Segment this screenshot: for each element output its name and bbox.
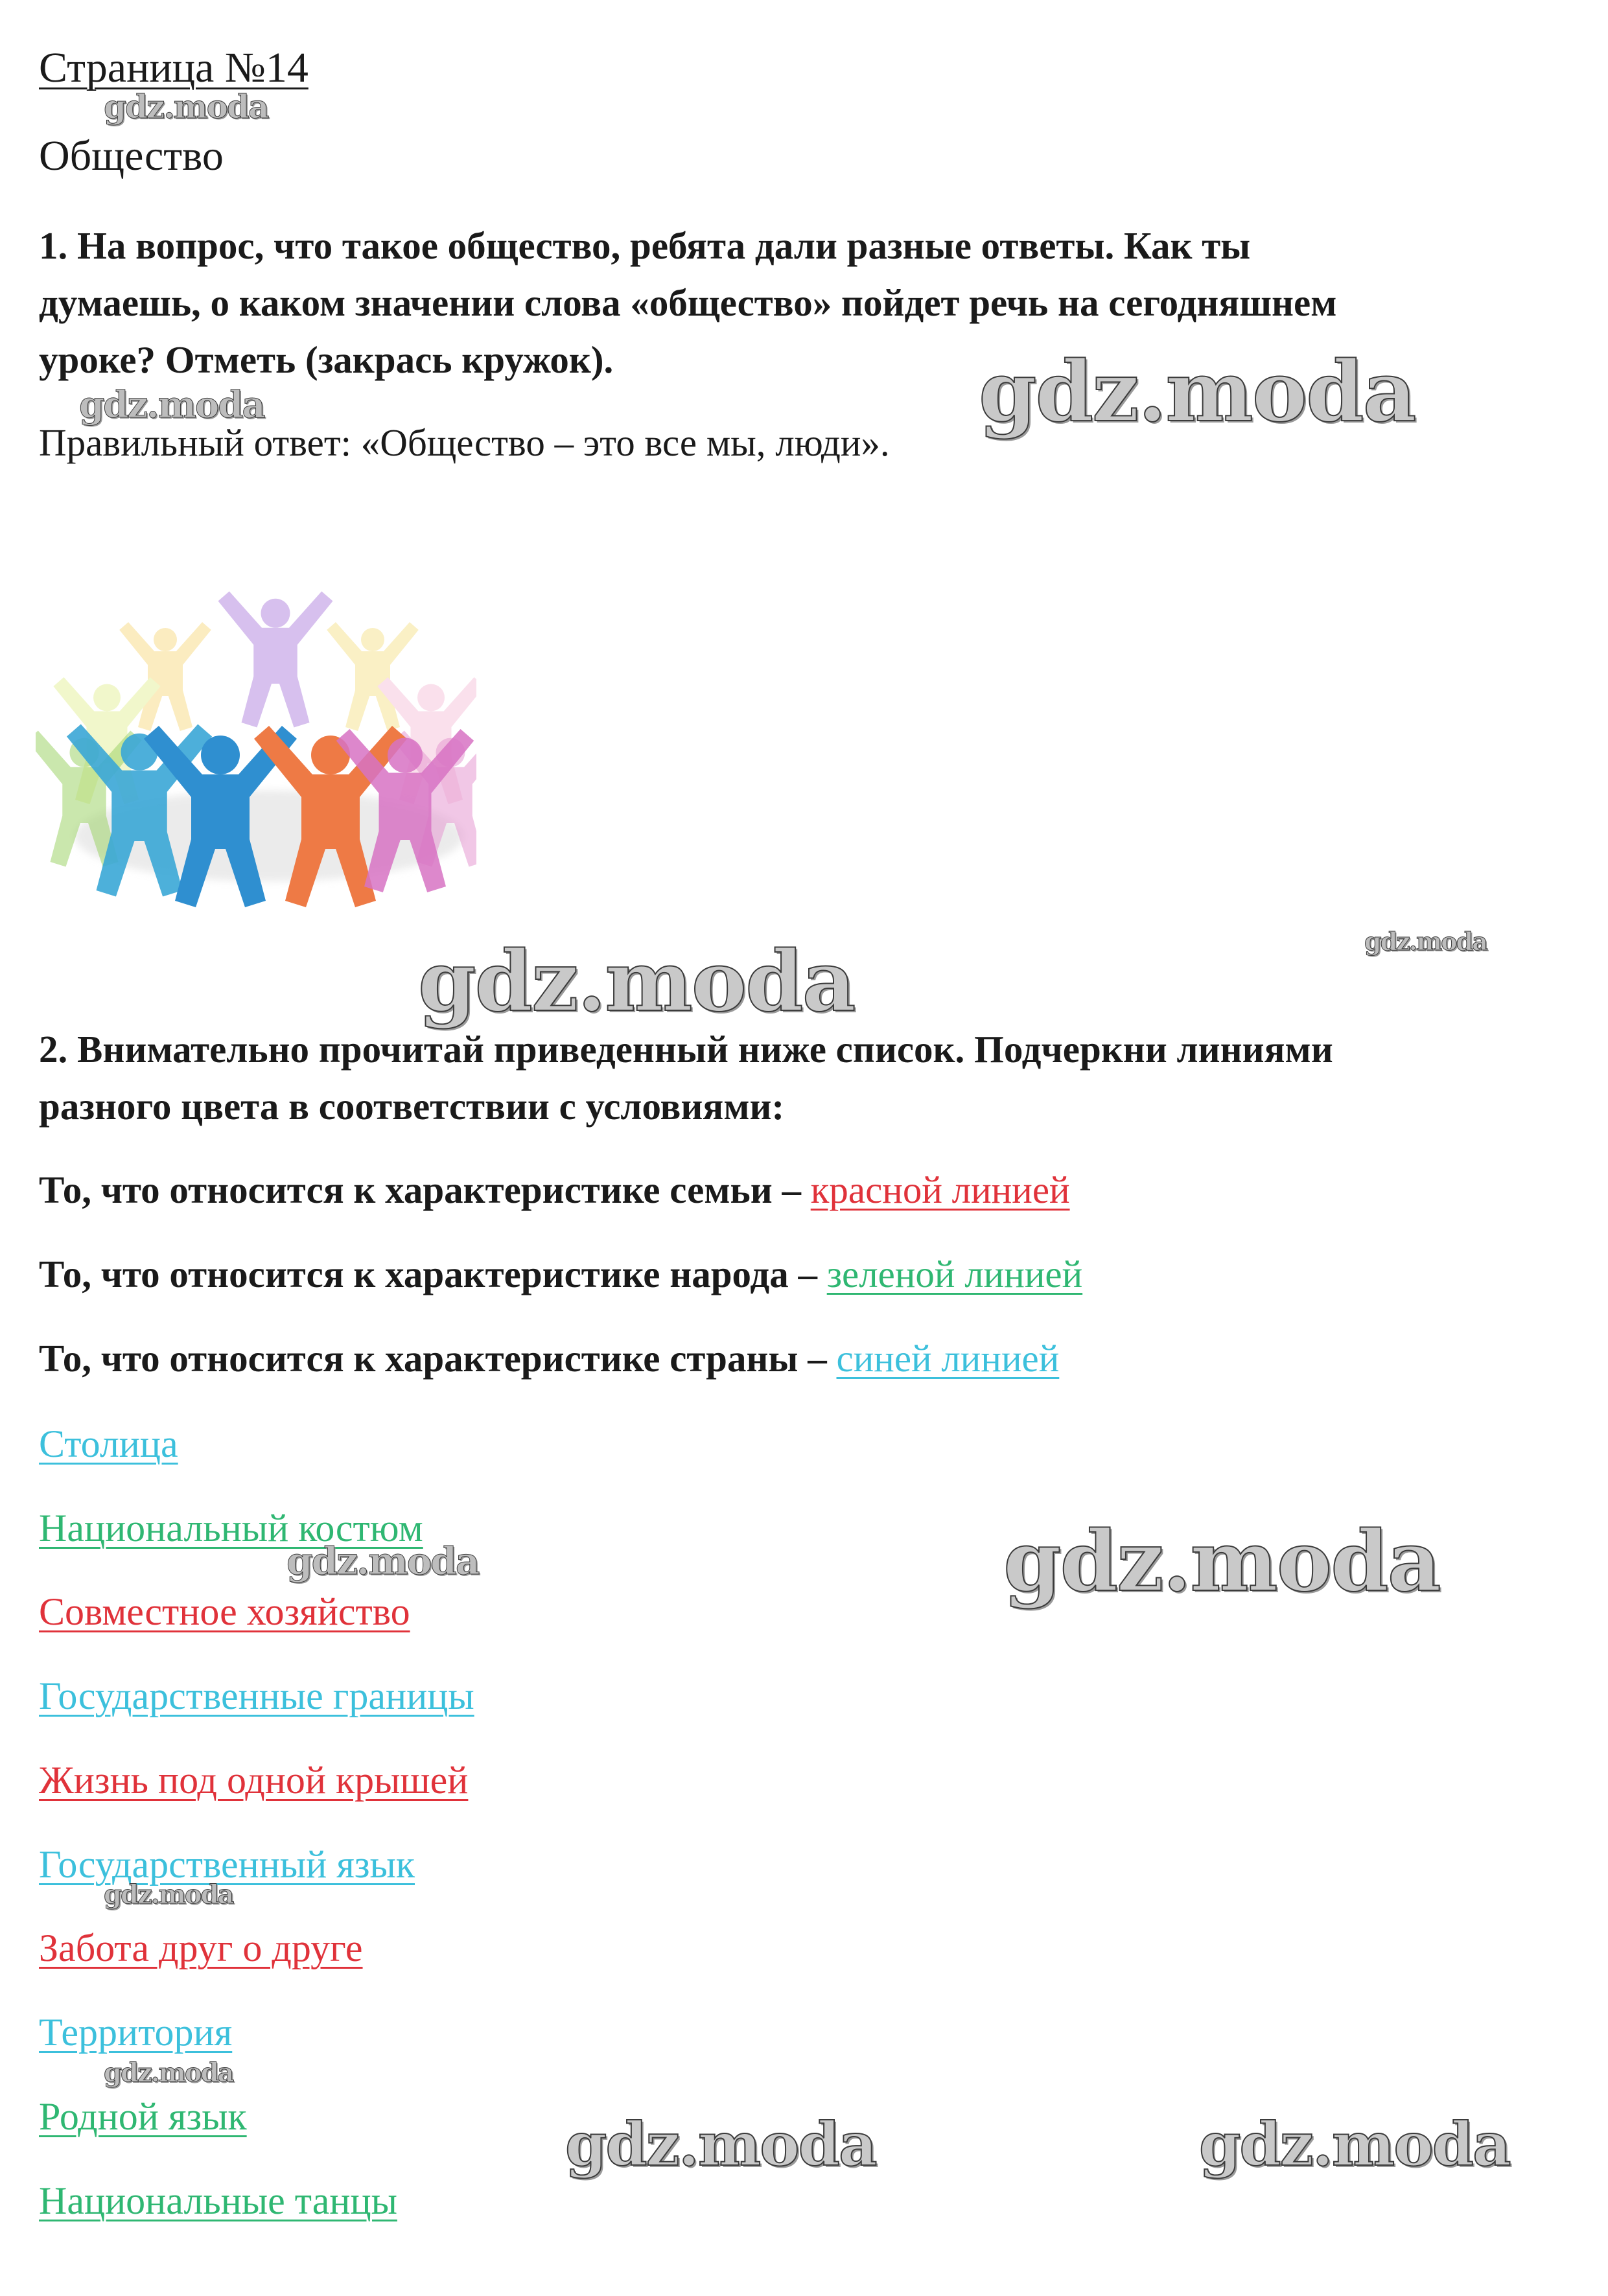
watermark: gdz.moda <box>104 87 268 126</box>
watermark: gdz.moda <box>1199 2109 1510 2179</box>
list-item: Национальный костюм <box>39 1507 423 1549</box>
list-item: Совместное хозяйство <box>39 1590 410 1633</box>
watermark: gdz.moda <box>104 2058 233 2088</box>
list-item: Национальные танцы <box>39 2179 397 2222</box>
task1-answer: Правильный ответ: «Общество – это все мы, люди». <box>39 421 890 464</box>
page-topic: Общество <box>39 132 224 180</box>
list-item: Жизнь под одной крышей <box>39 1759 469 1802</box>
condition-family: То, что относится к характеристике семьи – красной линией <box>39 1168 1070 1211</box>
condition-people: То, что относится к характеристике народа – зеленой линией <box>39 1253 1083 1295</box>
list-item: Родной язык <box>39 2095 247 2138</box>
watermark: gdz.moda <box>565 2109 876 2179</box>
watermark: gdz.moda <box>979 343 1416 441</box>
page-number: Страница №14 <box>39 44 309 91</box>
task1-question-line-2: думаешь, о каком значении слова «общество» пойдет речь на сегодняшнем <box>39 281 1337 324</box>
task1-question-line-3: уроке? Отметь (закрась кружок). <box>39 338 614 381</box>
condition-people-color: зеленой линией <box>826 1253 1083 1295</box>
paper-people-circle-illustration <box>36 531 476 920</box>
watermark: gdz.moda <box>104 1879 233 1910</box>
task1-question-line-1: 1. На вопрос, что такое общество, ребята дали разные ответы. Как ты <box>39 224 1251 267</box>
watermark: gdz.moda <box>1364 927 1487 956</box>
task2-instruction-line-2: разного цвета в соответствии с условиями: <box>39 1085 785 1128</box>
watermark: gdz.moda <box>1003 1513 1440 1610</box>
condition-country: То, что относится к характеристике страны – синей линией <box>39 1337 1060 1380</box>
task2-instruction-line-1: 2. Внимательно прочитай приведенный ниже список. Подчеркни линиями <box>39 1028 1333 1071</box>
list-item: Территория <box>39 2011 233 2054</box>
watermark: gdz.moda <box>79 384 264 426</box>
condition-country-color: синей линией <box>836 1337 1060 1380</box>
watermark: gdz.moda <box>418 933 855 1030</box>
list-item: Государственные границы <box>39 1675 474 1717</box>
list-item: Забота друг о друге <box>39 1927 363 1969</box>
watermark: gdz.moda <box>286 1539 479 1583</box>
list-item: Столица <box>39 1422 178 1465</box>
condition-family-color: красной линией <box>810 1168 1070 1211</box>
list-item: Государственный язык <box>39 1843 415 1886</box>
